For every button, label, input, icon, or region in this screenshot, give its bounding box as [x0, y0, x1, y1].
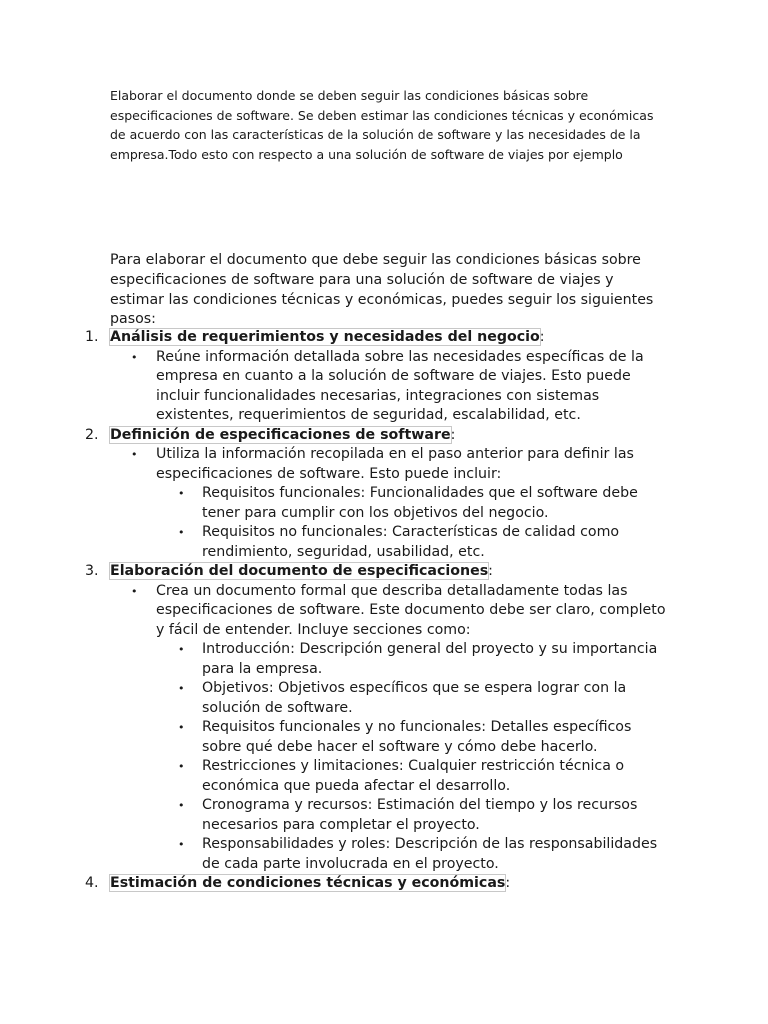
sub-bullet-item: [110, 679, 672, 718]
bullet-list: [110, 348, 768, 426]
sub-bullet-item: [110, 484, 672, 523]
step-colon: :: [450, 426, 456, 443]
bullet-text: Utiliza la información recopilada en el paso anterior para definir las especificaciones de software. Esto puede incluir:: [156, 446, 634, 482]
bullet-text: Reúne información detallada sobre las necesidades específicas de la empresa en cuanto a la solución de software de viajes. Esto puede incluir funcionalidades necesarias, integraciones con sistemas existentes, requerimientos de seguridad, escalabilidad, etc.: [156, 348, 644, 423]
bullet-dot: •: [131, 584, 138, 598]
sub-bullet-dot: •: [178, 643, 185, 656]
bullet-item: [110, 582, 666, 875]
step-title: Definición de especificaciones de software: [110, 426, 451, 443]
bullet-item: [110, 445, 666, 562]
sub-bullet-text: Introducción: Descripción general del proyecto y su importancia para la empresa.: [202, 641, 658, 677]
sub-bullet-dot: •: [178, 760, 185, 773]
sub-bullet-text: Requisitos no funcionales: Características de calidad como rendimiento, seguridad, usabilidad, etc.: [202, 524, 620, 560]
intro-paragraph: Elaborar el documento donde se deben seguir las condiciones básicas sobre especificaciones de software. Se deben estimar las condiciones técnicas y económicas de acuerdo con las características de la solución de software y las necesidades de la empresa.Todo esto con respecto a una solución de software de viajes por ejemplo: [110, 88, 654, 162]
bullet-list: [110, 582, 768, 875]
sub-bullet-dot: •: [178, 526, 185, 539]
sub-bullet-dot: •: [178, 682, 185, 695]
step-number: 2.: [85, 426, 99, 443]
step-item: [0, 426, 768, 563]
sub-bullet-text: Responsabilidades y roles: Descripción de las responsabilidades de cada parte involucrada en el proyecto.: [202, 836, 658, 872]
sub-bullet-list: [110, 640, 666, 874]
sub-bullet-text: Requisitos funcionales: Funcionalidades que el software debe tener para cumplir con los objetivos del negocio.: [202, 485, 638, 521]
step-colon: :: [488, 563, 493, 579]
sub-bullet-item: [110, 835, 672, 874]
sub-bullet-item: [110, 523, 672, 562]
sub-bullet-text: Requisitos funcionales y no funcionales: Detalles específicos sobre qué debe hacer el software y cómo debe hacerlo.: [202, 719, 632, 755]
sub-bullet-dot: •: [178, 799, 185, 812]
bullet-text: Crea un documento formal que describa detalladamente todas las especificaciones de software. Este documento debe ser claro, completo y fácil de entender. Incluye secciones como:: [156, 582, 666, 638]
bullet-dot: •: [131, 448, 138, 461]
sub-bullet-item: [110, 796, 672, 835]
lead-paragraph: Para elaborar el documento que debe seguir las condiciones básicas sobre especificaciones de software para una solución de software de viajes y estimar las condiciones técnicas y económicas, puedes seguir los siguientes pasos:: [110, 252, 654, 328]
step-colon: :: [505, 875, 511, 891]
step-title: Estimación de condiciones técnicas y económicas: [110, 875, 506, 891]
step-item: [0, 562, 768, 874]
steps-list: [0, 328, 768, 894]
step-item: [0, 874, 768, 894]
step-item: [0, 328, 768, 426]
sub-bullet-item: [110, 718, 672, 757]
step-title: Elaboración del documento de especificaciones: [110, 563, 489, 579]
sub-bullet-dot: •: [178, 838, 185, 851]
sub-bullet-text: Objetivos: Objetivos específicos que se espera lograr con la solución de software.: [202, 680, 627, 716]
sub-bullet-text: Cronograma y recursos: Estimación del tiempo y los recursos necesarios para completar el proyecto.: [202, 797, 638, 833]
sub-bullet-text: Restricciones y limitaciones: Cualquier restricción técnica o económica que pueda afectar el desarrollo.: [202, 758, 625, 794]
sub-bullet-list: [110, 484, 666, 562]
step-number: 1.: [85, 329, 99, 345]
sub-bullet-dot: •: [178, 721, 185, 734]
sub-bullet-item: [110, 757, 672, 796]
step-colon: :: [539, 329, 545, 345]
step-number: 3.: [85, 563, 99, 579]
bullet-dot: •: [131, 350, 138, 364]
sub-bullet-dot: •: [178, 487, 185, 500]
step-number: 4.: [85, 875, 99, 891]
step-title: Análisis de requerimientos y necesidades del negocio: [110, 329, 540, 345]
sub-bullet-item: [110, 640, 672, 679]
bullet-list: [110, 445, 768, 562]
bullet-item: [110, 348, 666, 426]
